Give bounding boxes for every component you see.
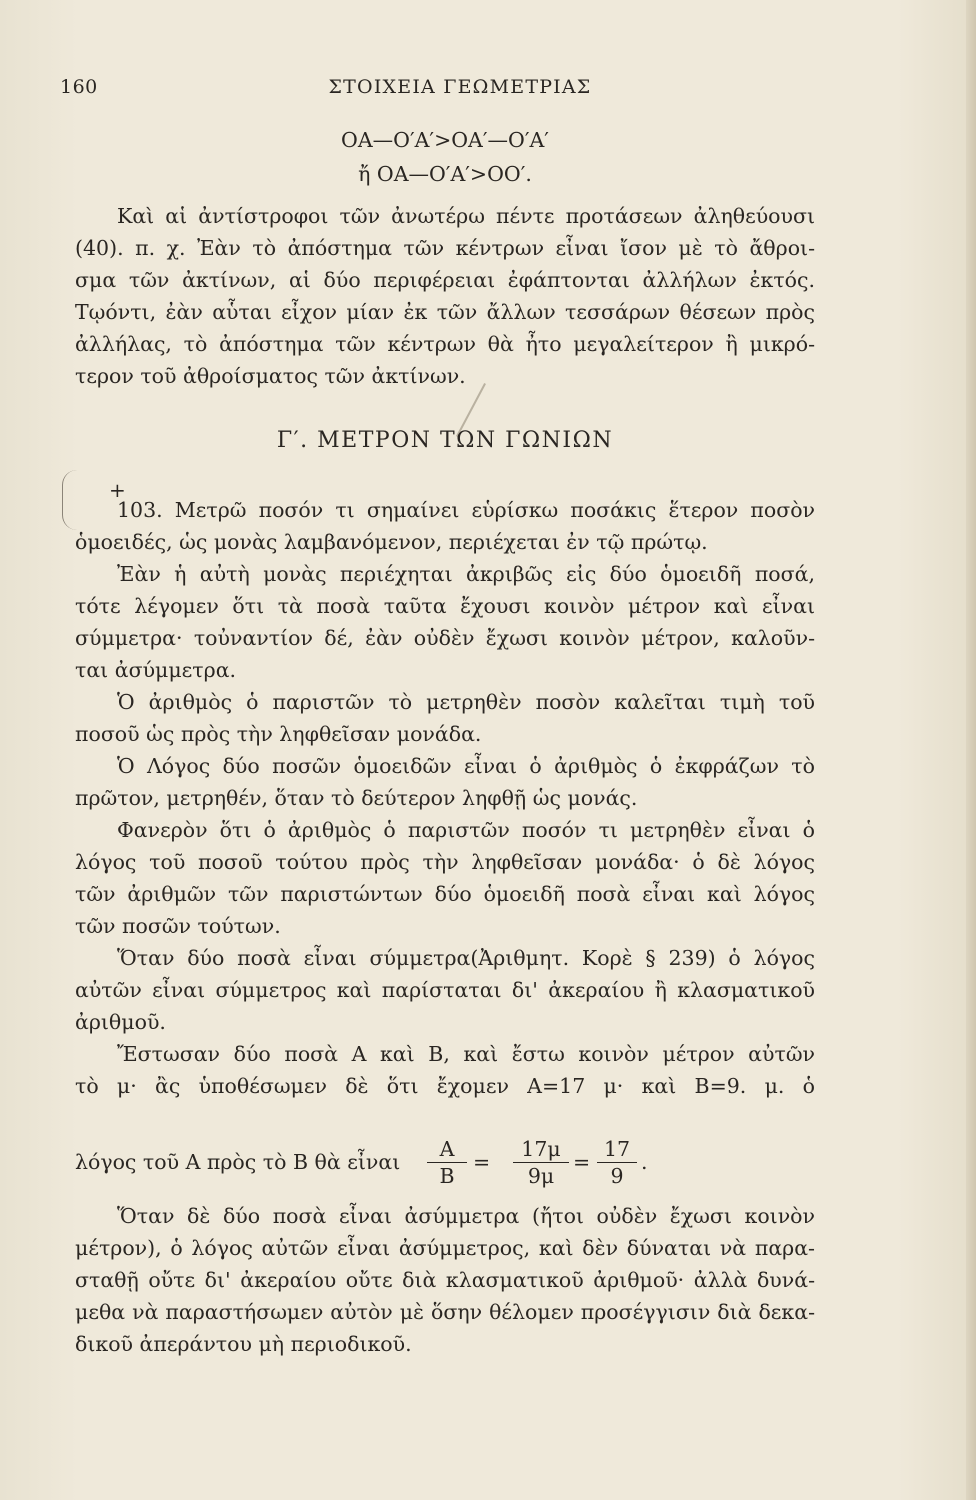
text-line: τότε λέγομεν ὅτι τὰ ποσὰ ταῦτα ἔχουσι κοινὸν μέτρον καὶ εἶναι: [75, 594, 815, 618]
page-number: 160: [60, 76, 98, 98]
text-line: τῶν ποσῶν τούτων.: [75, 914, 281, 938]
ratio-lead-text: λόγος τοῦ Α πρὸς τὸ Β θὰ εἶναι: [75, 1150, 401, 1174]
text-line: σύμμετρα· τοὐναντίον δέ, ἐὰν οὐδὲν ἔχωσι κοινὸν μέτρον, καλοῦν-: [75, 626, 815, 650]
running-title: ΣΤΟΙΧΕΙΑ ΓΕΩΜΕΤΡΙΑΣ: [328, 76, 592, 98]
page-header: [60, 76, 860, 106]
text-line: Ὁ ἀριθμὸς ὁ παριστῶν τὸ μετρηθὲν ποσὸν καλεῖται τιμὴ τοῦ: [117, 690, 815, 714]
text-line: τὸ μ· ἂς ὑποθέσωμεν δὲ ὅτι ἔχομεν Α=17 μ· καὶ Β=9. μ. ὁ: [75, 1074, 815, 1098]
text-line: πρῶτον, μετρηθέν, ὅταν τὸ δεύτερον ληφθῇ ὡς μονάς.: [75, 786, 638, 810]
fraction-17mu-over-9mu: [513, 1136, 569, 1189]
text-line: Ἐὰν ἡ αὐτὴ μονὰς περιέχηται ἀκριβῶς εἰς δύο ὁμοειδῆ ποσά,: [117, 562, 815, 586]
fraction-17-over-9: [597, 1136, 637, 1189]
text-line: Ὅταν δὲ δύο ποσὰ εἶναι ἀσύμμετρα (ἤτοι οὐδὲν ἔχωσι κοινὸν: [117, 1204, 815, 1228]
margin-plus-mark: +: [109, 478, 126, 502]
equals-sign: =: [473, 1150, 491, 1174]
formula-line-1: ΟΑ—Ο′Α′>ΟΑ′—Ο′Α′: [341, 128, 549, 152]
text-line: μέτρον), ὁ λόγος αὐτῶν εἶναι ἀσύμμετρος, καὶ δὲν δύναται νὰ παρα-: [75, 1236, 815, 1260]
fraction-denominator: 9: [610, 1164, 624, 1188]
fraction-numerator: 17: [597, 1136, 637, 1163]
text-line: (40). π. χ. Ἐὰν τὸ ἀπόστημα τῶν κέντρων εἶναι ἴσον μὲ τὸ ἄθροι-: [75, 236, 815, 260]
text-line: σταθῇ οὔτε δι' ἀκεραίου οὔτε διὰ κλασματικοῦ ἀριθμοῦ· ἀλλὰ δυνά-: [75, 1268, 815, 1292]
text-line: σμα τῶν ἀκτίνων, αἱ δύο περιφέρειαι ἐφάπτονται ἀλλήλων ἐκτός.: [75, 268, 815, 292]
text-line: 103. Μετρῶ ποσόν τι σημαίνει εὑρίσκω ποσάκις ἕτερον ποσὸν: [117, 498, 815, 522]
text-line: Ὅταν δύο ποσὰ εἶναι σύμμετρα(Ἀριθμητ. Κορὲ § 239) ὁ λόγος: [117, 946, 815, 970]
formula-line-2: ἤ ΟΑ—Ο′Α′>ΟΟ′.: [358, 162, 532, 186]
fraction-denominator: 9μ: [527, 1164, 555, 1188]
text-line: δικοῦ ἀπεράντου μὴ περιοδικοῦ.: [75, 1332, 412, 1356]
section-title: Γ′. ΜΕΤΡΟΝ ΤΩΝ ΓΩΝΙΩΝ: [276, 428, 614, 453]
text-line: ἀριθμοῦ.: [75, 1010, 166, 1034]
page-edge: [966, 0, 976, 1500]
text-line: ἀλλήλας, τὸ ἀπόστημα τῶν κέντρων θὰ ἦτο μεγαλείτερον ἢ μικρό-: [75, 332, 815, 356]
equals-sign: =: [573, 1150, 591, 1174]
fraction-numerator: Α: [427, 1136, 467, 1163]
fraction-a-over-b: [427, 1136, 467, 1189]
text-line: Τῳόντι, ἐὰν αὗται εἶχον μίαν ἐκ τῶν ἄλλων τεσσάρων θέσεων πρὸς: [75, 300, 815, 324]
text-line: ὁμοειδές, ὡς μονὰς λαμβανόμενον, περιέχεται ἐν τῷ πρώτῳ.: [75, 530, 708, 554]
section-body: [75, 494, 815, 1102]
period: .: [641, 1150, 648, 1174]
text-line: ποσοῦ ὡς πρὸς τὴν ληφθεῖσαν μονάδα.: [75, 722, 482, 746]
fraction-numerator: 17μ: [513, 1136, 569, 1163]
text-line: μεθα νὰ παραστήσωμεν αὐτὸν μὲ ὅσην θέλομεν προσέγγισιν διὰ δεκα-: [75, 1300, 815, 1324]
text-line: αὐτῶν εἶναι σύμμετρος καὶ παρίσταται δι' ἀκεραίου ἢ κλασματικοῦ: [75, 978, 815, 1002]
text-line: Ὁ Λόγος δύο ποσῶν ὁμοειδῶν εἶναι ὁ ἀριθμὸς ὁ ἐκφράζων τὸ: [117, 754, 815, 778]
text-line: Ἔστωσαν δύο ποσὰ Α καὶ Β, καὶ ἔστω κοινὸν μέτρον αὐτῶν: [117, 1042, 815, 1066]
text-line: Φανερὸν ὅτι ὁ ἀριθμὸς ὁ παριστῶν ποσόν τι μετρηθὲν εἶναι ὁ: [117, 818, 815, 842]
text-line: τερον τοῦ ἀθροίσματος τῶν ἀκτίνων.: [75, 364, 466, 388]
text-line: τῶν ἀριθμῶν τῶν παριστώντων δύο ὁμοειδῆ ποσὰ εἶναι καὶ λόγος: [75, 882, 815, 906]
text-line: λόγος τοῦ ποσοῦ τούτου πρὸς τὴν ληφθεῖσαν μονάδα· ὁ δὲ λόγος: [75, 850, 815, 874]
fraction-denominator: Β: [439, 1164, 455, 1188]
section-body-continued: [75, 1200, 815, 1360]
ratio-formula-line: [75, 1131, 815, 1195]
text-line: Καὶ αἱ ἀντίστροφοι τῶν ἀνωτέρω πέντε προτάσεων ἀληθεύουσι: [117, 204, 815, 228]
paragraph-converse: [75, 200, 815, 392]
text-line: ται ἀσύμμετρα.: [75, 658, 237, 682]
